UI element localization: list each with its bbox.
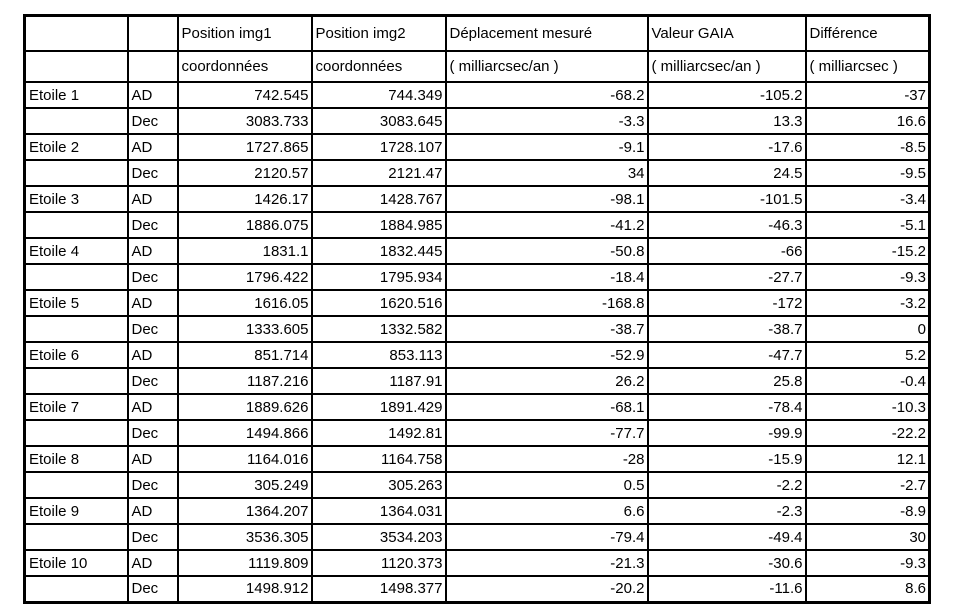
gaia-cell: -47.7 xyxy=(648,342,806,368)
header-unit-deplacement: ( milliarcsec/an ) xyxy=(446,51,648,82)
table-row xyxy=(25,446,930,472)
table-row xyxy=(25,576,930,602)
difference-cell: 0 xyxy=(806,316,930,342)
axis-cell: AD xyxy=(128,394,178,420)
star-name-cell xyxy=(25,316,128,342)
axis-cell: Dec xyxy=(128,524,178,550)
axis-cell: AD xyxy=(128,498,178,524)
header-blank-axis-2 xyxy=(128,51,178,82)
axis-cell: Dec xyxy=(128,160,178,186)
header-position-img1: Position img1 xyxy=(178,16,312,52)
axis-cell: AD xyxy=(128,186,178,212)
gaia-cell: -49.4 xyxy=(648,524,806,550)
header-valeur-gaia: Valeur GAIA xyxy=(648,16,806,52)
difference-cell: -15.2 xyxy=(806,238,930,264)
pos-img1-cell: 1616.05 xyxy=(178,290,312,316)
pos-img2-cell: 3534.203 xyxy=(312,524,446,550)
pos-img2-cell: 1364.031 xyxy=(312,498,446,524)
gaia-cell: -38.7 xyxy=(648,316,806,342)
pos-img2-cell: 1728.107 xyxy=(312,134,446,160)
deplacement-cell: -28 xyxy=(446,446,648,472)
star-name-cell xyxy=(25,368,128,394)
header-blank-axis xyxy=(128,16,178,52)
pos-img1-cell: 3083.733 xyxy=(178,108,312,134)
header-blank-star-2 xyxy=(25,51,128,82)
gaia-cell: 25.8 xyxy=(648,368,806,394)
star-name-cell: Etoile 8 xyxy=(25,446,128,472)
pos-img1-cell: 742.545 xyxy=(178,82,312,108)
star-name-cell: Etoile 4 xyxy=(25,238,128,264)
deplacement-cell: -52.9 xyxy=(446,342,648,368)
table-row xyxy=(25,290,930,316)
star-name-cell xyxy=(25,576,128,602)
star-name-cell xyxy=(25,108,128,134)
header-row-units xyxy=(25,51,930,82)
deplacement-cell: -68.1 xyxy=(446,394,648,420)
gaia-cell: -172 xyxy=(648,290,806,316)
deplacement-cell: -18.4 xyxy=(446,264,648,290)
header-position-img2: Position img2 xyxy=(312,16,446,52)
difference-cell: -3.2 xyxy=(806,290,930,316)
pos-img1-cell: 1889.626 xyxy=(178,394,312,420)
axis-cell: Dec xyxy=(128,264,178,290)
table-row xyxy=(25,82,930,108)
table-row xyxy=(25,160,930,186)
pos-img2-cell: 1832.445 xyxy=(312,238,446,264)
deplacement-cell: -98.1 xyxy=(446,186,648,212)
deplacement-cell: 6.6 xyxy=(446,498,648,524)
stars-astrometry-table xyxy=(23,14,931,604)
pos-img1-cell: 3536.305 xyxy=(178,524,312,550)
deplacement-cell: -38.7 xyxy=(446,316,648,342)
pos-img1-cell: 1727.865 xyxy=(178,134,312,160)
pos-img2-cell: 853.113 xyxy=(312,342,446,368)
deplacement-cell: -168.8 xyxy=(446,290,648,316)
table-row xyxy=(25,524,930,550)
gaia-cell: -46.3 xyxy=(648,212,806,238)
gaia-cell: -27.7 xyxy=(648,264,806,290)
pos-img2-cell: 1428.767 xyxy=(312,186,446,212)
table-row xyxy=(25,316,930,342)
pos-img2-cell: 305.263 xyxy=(312,472,446,498)
axis-cell: Dec xyxy=(128,576,178,602)
pos-img2-cell: 1332.582 xyxy=(312,316,446,342)
difference-cell: -22.2 xyxy=(806,420,930,446)
star-name-cell: Etoile 7 xyxy=(25,394,128,420)
header-coordonnees-img2: coordonnées xyxy=(312,51,446,82)
axis-cell: Dec xyxy=(128,212,178,238)
deplacement-cell: -9.1 xyxy=(446,134,648,160)
star-name-cell: Etoile 9 xyxy=(25,498,128,524)
gaia-cell: -78.4 xyxy=(648,394,806,420)
difference-cell: 30 xyxy=(806,524,930,550)
pos-img2-cell: 1620.516 xyxy=(312,290,446,316)
deplacement-cell: 0.5 xyxy=(446,472,648,498)
axis-cell: AD xyxy=(128,446,178,472)
pos-img1-cell: 1831.1 xyxy=(178,238,312,264)
difference-cell: 8.6 xyxy=(806,576,930,602)
axis-cell: AD xyxy=(128,342,178,368)
difference-cell: -9.3 xyxy=(806,264,930,290)
difference-cell: -8.9 xyxy=(806,498,930,524)
pos-img1-cell: 1494.866 xyxy=(178,420,312,446)
difference-cell: -37 xyxy=(806,82,930,108)
header-deplacement-mesure: Déplacement mesuré xyxy=(446,16,648,52)
pos-img1-cell: 1426.17 xyxy=(178,186,312,212)
deplacement-cell: -20.2 xyxy=(446,576,648,602)
pos-img1-cell: 851.714 xyxy=(178,342,312,368)
star-name-cell: Etoile 2 xyxy=(25,134,128,160)
gaia-cell: -30.6 xyxy=(648,550,806,576)
pos-img2-cell: 1498.377 xyxy=(312,576,446,602)
pos-img1-cell: 1364.207 xyxy=(178,498,312,524)
deplacement-cell: -79.4 xyxy=(446,524,648,550)
pos-img1-cell: 1796.422 xyxy=(178,264,312,290)
table-row xyxy=(25,394,930,420)
gaia-cell: -15.9 xyxy=(648,446,806,472)
difference-cell: -5.1 xyxy=(806,212,930,238)
pos-img1-cell: 1886.075 xyxy=(178,212,312,238)
deplacement-cell: -50.8 xyxy=(446,238,648,264)
header-unit-gaia: ( milliarcsec/an ) xyxy=(648,51,806,82)
star-name-cell xyxy=(25,160,128,186)
pos-img1-cell: 1119.809 xyxy=(178,550,312,576)
axis-cell: AD xyxy=(128,238,178,264)
table-row xyxy=(25,134,930,160)
table-body xyxy=(25,82,930,602)
table-row xyxy=(25,420,930,446)
header-difference: Différence xyxy=(806,16,930,52)
table-row xyxy=(25,212,930,238)
pos-img1-cell: 1164.016 xyxy=(178,446,312,472)
axis-cell: AD xyxy=(128,550,178,576)
star-name-cell xyxy=(25,212,128,238)
table-row xyxy=(25,264,930,290)
axis-cell: AD xyxy=(128,134,178,160)
difference-cell: -10.3 xyxy=(806,394,930,420)
gaia-cell: -105.2 xyxy=(648,82,806,108)
pos-img2-cell: 1884.985 xyxy=(312,212,446,238)
pos-img2-cell: 744.349 xyxy=(312,82,446,108)
deplacement-cell: -3.3 xyxy=(446,108,648,134)
pos-img2-cell: 3083.645 xyxy=(312,108,446,134)
pos-img2-cell: 1120.373 xyxy=(312,550,446,576)
axis-cell: Dec xyxy=(128,316,178,342)
axis-cell: Dec xyxy=(128,472,178,498)
deplacement-cell: 34 xyxy=(446,160,648,186)
header-blank-star xyxy=(25,16,128,52)
star-name-cell xyxy=(25,524,128,550)
table-row xyxy=(25,238,930,264)
star-name-cell xyxy=(25,472,128,498)
axis-cell: AD xyxy=(128,290,178,316)
difference-cell: -8.5 xyxy=(806,134,930,160)
pos-img2-cell: 1492.81 xyxy=(312,420,446,446)
star-name-cell: Etoile 3 xyxy=(25,186,128,212)
deplacement-cell: 26.2 xyxy=(446,368,648,394)
stars-astrometry-table-wrapper xyxy=(23,14,931,604)
star-name-cell: Etoile 1 xyxy=(25,82,128,108)
table-row xyxy=(25,186,930,212)
gaia-cell: -99.9 xyxy=(648,420,806,446)
gaia-cell: -101.5 xyxy=(648,186,806,212)
gaia-cell: 24.5 xyxy=(648,160,806,186)
deplacement-cell: -68.2 xyxy=(446,82,648,108)
star-name-cell xyxy=(25,264,128,290)
difference-cell: -9.5 xyxy=(806,160,930,186)
difference-cell: 5.2 xyxy=(806,342,930,368)
star-name-cell: Etoile 6 xyxy=(25,342,128,368)
pos-img1-cell: 1333.605 xyxy=(178,316,312,342)
pos-img2-cell: 1187.91 xyxy=(312,368,446,394)
pos-img2-cell: 1795.934 xyxy=(312,264,446,290)
table-row xyxy=(25,368,930,394)
axis-cell: Dec xyxy=(128,368,178,394)
gaia-cell: -2.3 xyxy=(648,498,806,524)
pos-img1-cell: 1187.216 xyxy=(178,368,312,394)
difference-cell: -2.7 xyxy=(806,472,930,498)
deplacement-cell: -77.7 xyxy=(446,420,648,446)
deplacement-cell: -21.3 xyxy=(446,550,648,576)
axis-cell: AD xyxy=(128,82,178,108)
difference-cell: -0.4 xyxy=(806,368,930,394)
gaia-cell: -17.6 xyxy=(648,134,806,160)
table-row xyxy=(25,108,930,134)
table-header xyxy=(25,16,930,83)
pos-img2-cell: 1164.758 xyxy=(312,446,446,472)
star-name-cell xyxy=(25,420,128,446)
table-row xyxy=(25,472,930,498)
axis-cell: Dec xyxy=(128,108,178,134)
pos-img1-cell: 1498.912 xyxy=(178,576,312,602)
pos-img1-cell: 2120.57 xyxy=(178,160,312,186)
difference-cell: -9.3 xyxy=(806,550,930,576)
header-row-titles xyxy=(25,16,930,52)
gaia-cell: -11.6 xyxy=(648,576,806,602)
difference-cell: -3.4 xyxy=(806,186,930,212)
pos-img2-cell: 1891.429 xyxy=(312,394,446,420)
pos-img1-cell: 305.249 xyxy=(178,472,312,498)
pos-img2-cell: 2121.47 xyxy=(312,160,446,186)
star-name-cell: Etoile 10 xyxy=(25,550,128,576)
difference-cell: 12.1 xyxy=(806,446,930,472)
table-row xyxy=(25,498,930,524)
gaia-cell: -66 xyxy=(648,238,806,264)
header-unit-difference: ( milliarcsec ) xyxy=(806,51,930,82)
gaia-cell: 13.3 xyxy=(648,108,806,134)
deplacement-cell: -41.2 xyxy=(446,212,648,238)
header-coordonnees-img1: coordonnées xyxy=(178,51,312,82)
table-row xyxy=(25,550,930,576)
table-row xyxy=(25,342,930,368)
gaia-cell: -2.2 xyxy=(648,472,806,498)
axis-cell: Dec xyxy=(128,420,178,446)
difference-cell: 16.6 xyxy=(806,108,930,134)
star-name-cell: Etoile 5 xyxy=(25,290,128,316)
